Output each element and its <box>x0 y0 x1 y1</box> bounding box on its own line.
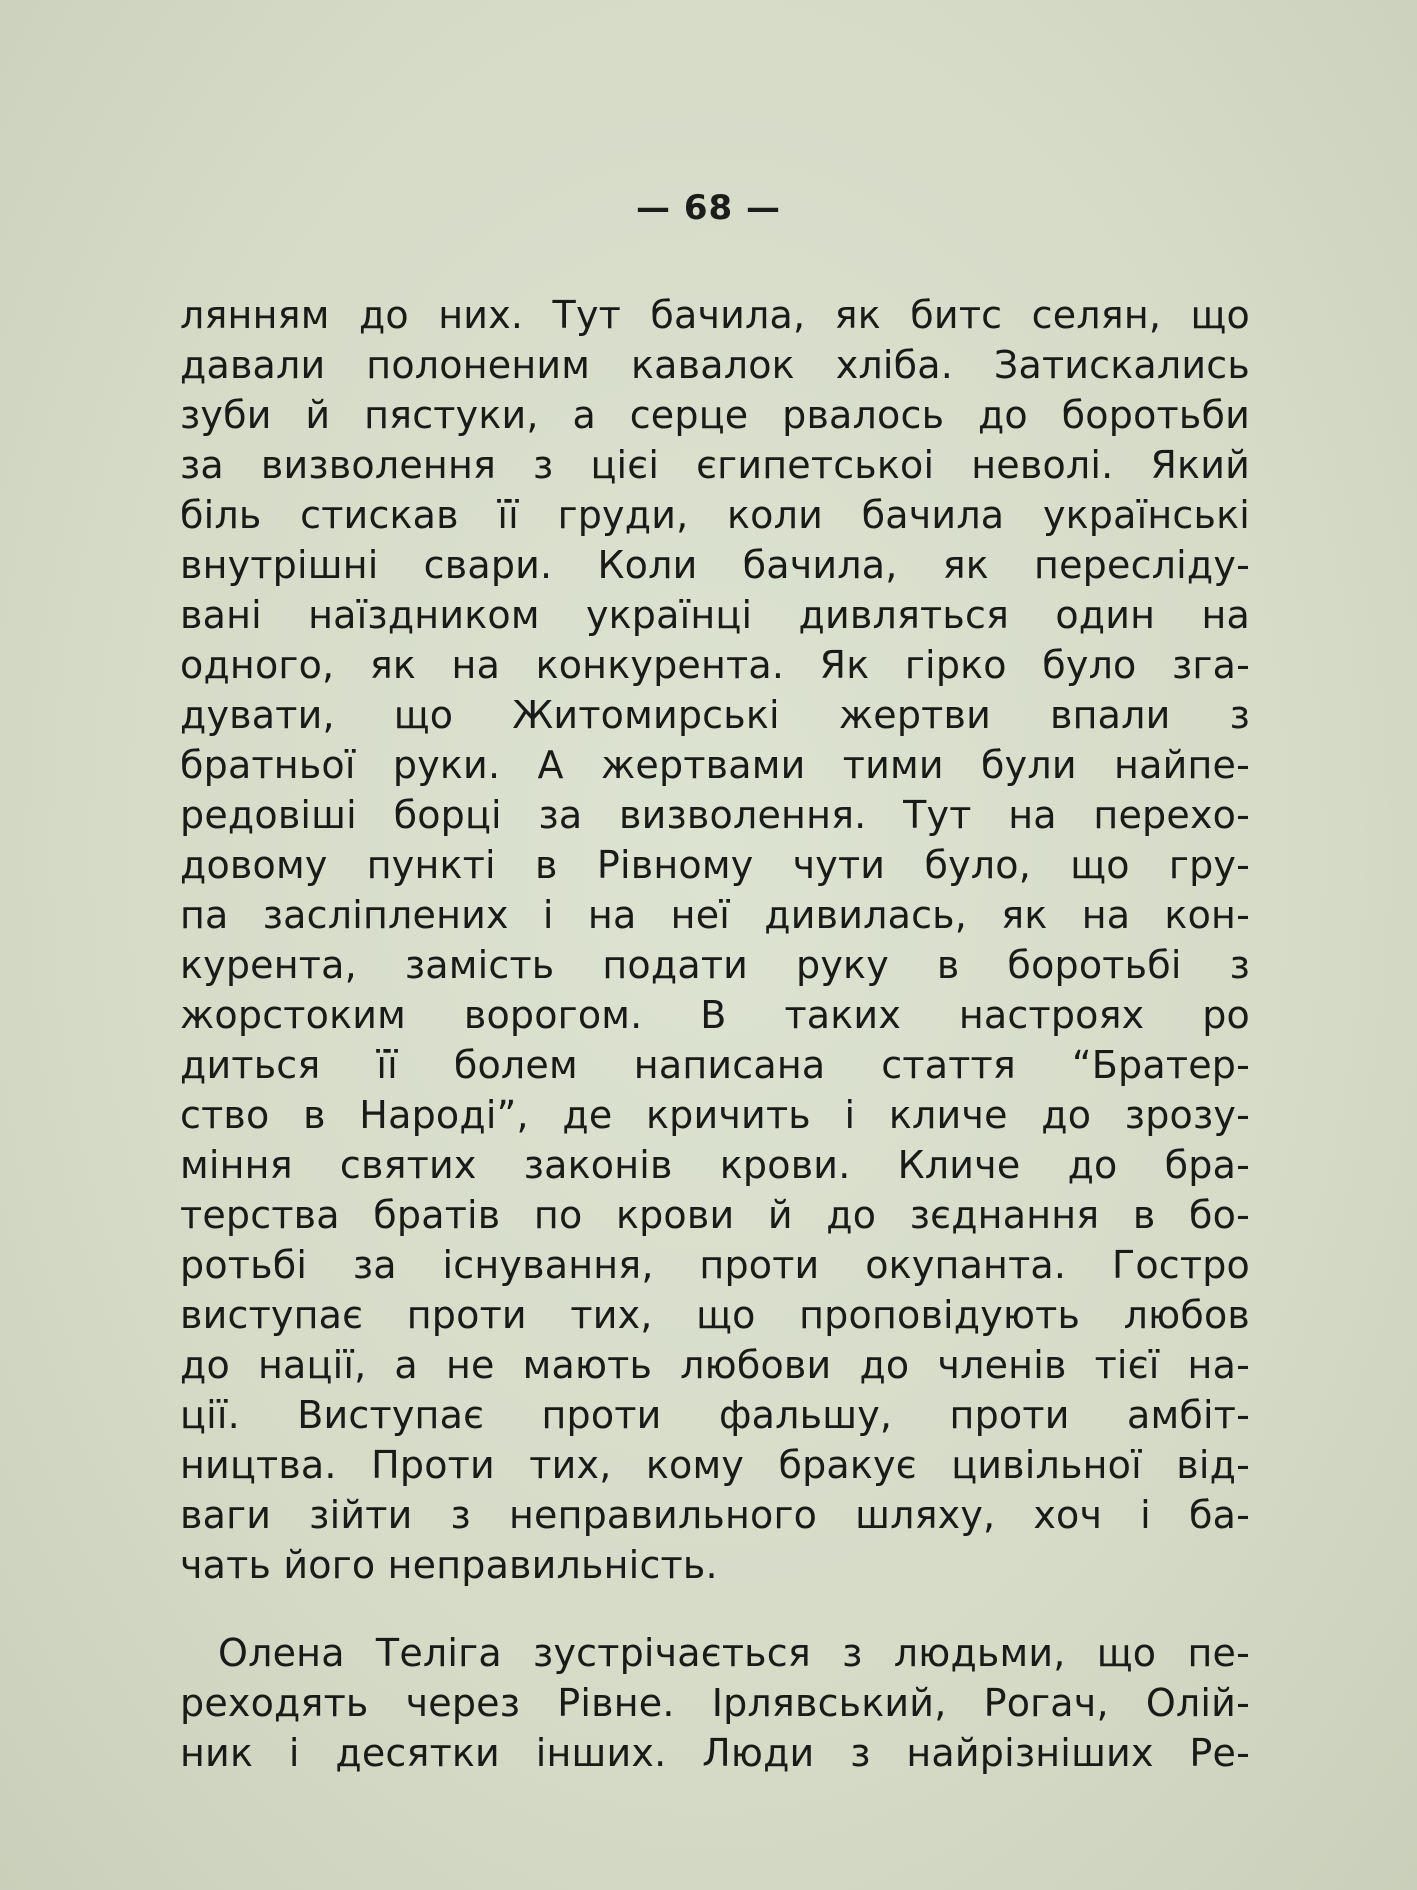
text-line: реходять через Рівне. Ірлявський, Рогач, Олій- <box>180 1681 1250 1725</box>
text-line: одного, як на конкурента. Як гірко було зга- <box>180 643 1250 687</box>
text-line: виступає проти тих, що проповідують любов <box>180 1293 1250 1337</box>
text-line: диться її болем написана стаття “Братер- <box>180 1043 1250 1087</box>
text-line: внутрішні свари. Коли бачила, як пересліду- <box>180 543 1250 587</box>
text-line: біль стискав її груди, коли бачила українські <box>180 493 1250 537</box>
text-line: ництва. Проти тих, кому бракує цивільної від- <box>180 1443 1250 1487</box>
text-line: чать його неправильність. <box>180 1543 718 1587</box>
text-line: па засліплених і на неї дивилась, як на кон- <box>180 893 1250 937</box>
text-line: зуби й пястуки, а серце рвалось до боротьби <box>180 393 1250 437</box>
text-line: ваги зійти з неправильного шляху, хоч і ба- <box>180 1493 1250 1537</box>
text-line: за визволення з цієі єгипетськоі неволі. Який <box>180 443 1250 487</box>
text-line: ротьбі за існування, проти окупанта. Гостро <box>180 1243 1250 1287</box>
text-line: курента, замість подати руку в боротьбі з <box>180 943 1250 987</box>
text-line: давали полоненим кавалок хліба. Затискались <box>180 343 1250 387</box>
text-line: редовіші борці за визволення. Тут на перехо- <box>180 793 1250 837</box>
text-line: братньої руки. А жертвами тими були найпе- <box>180 743 1250 787</box>
text-line: терства братів по крови й до зєднання в бо- <box>180 1193 1250 1237</box>
text-line: ції. Виступає проти фальшу, проти амбіт- <box>180 1393 1250 1437</box>
text-line: довому пункті в Рівному чути було, що гру- <box>180 843 1250 887</box>
text-line: вані наїздником українці дивляться один на <box>180 593 1250 637</box>
text-line: жорстоким ворогом. В таких настроях ро <box>180 993 1250 1037</box>
text-line: ство в Народі”, де кричить і кличе до зрозу- <box>180 1093 1250 1137</box>
page-number: — 68 — <box>636 188 781 228</box>
text-line: лянням до них. Тут бачила, як битс селян, що <box>180 293 1250 337</box>
text-line: Олена Теліга зустрічається з людьми, що пе- <box>218 1631 1250 1675</box>
text-line: до нації, а не мають любови до членів тієї на- <box>180 1343 1250 1387</box>
text-line: ник і десятки інших. Люди з найрізніших Ре- <box>180 1731 1250 1775</box>
text-line: дувати, що Житомирські жертви впали з <box>180 693 1250 737</box>
text-line: міння святих законів крови. Кличе до бра- <box>180 1143 1250 1187</box>
